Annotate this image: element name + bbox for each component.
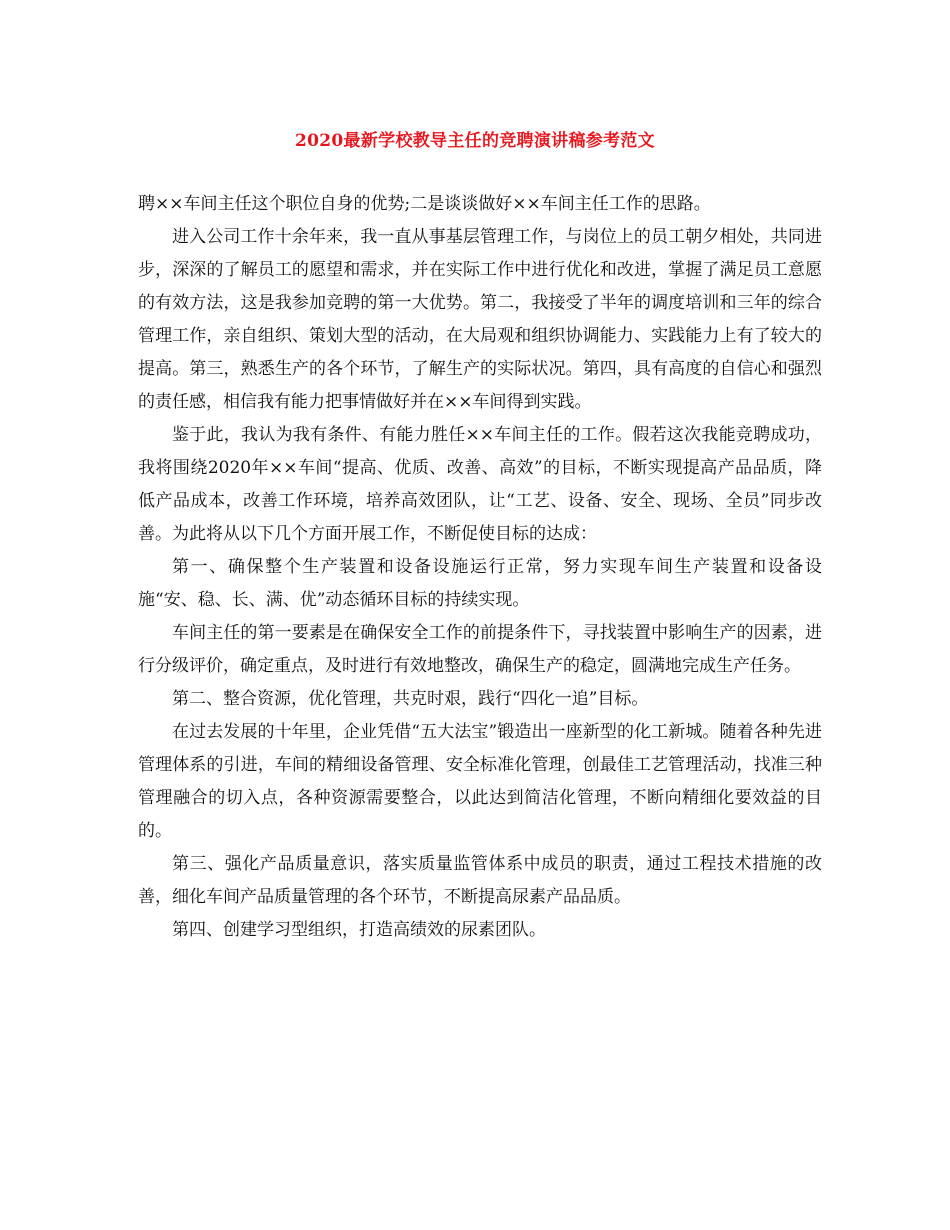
paragraph-safety: 车间主任的第一要素是在确保安全工作的前提条件下，寻找装置中影响生产的因素，进行分级评价，确定重点，及时进行有效地整改，确保生产的稳定，圆满地完成生产任务。	[138, 623, 822, 676]
document-title: 2020最新学校教导主任的竞聘演讲稿参考范文	[295, 131, 655, 151]
paragraph-point-two: 第二、整合资源，优化管理，共克时艰，践行“四化一追”目标。	[172, 689, 649, 709]
paragraph-goals: 鉴于此，我认为我有条件、有能力胜任××车间主任的工作。假若这次我能竞聘成功，我将围绕2020年××车间“提高、优质、改善、高效”的目标，不断实现提高产品品质，降低产品成本，改善工作环境，培养高效团队，让“工艺、设备、安全、现场、全员”同步改善。为此将从以下几个方面开展工作，不断促使目标的达成：	[138, 425, 822, 544]
paragraph-point-four: 第四、创建学习型组织，打造高绩效的尿素团队。	[172, 920, 546, 940]
paragraph-development: 在过去发展的十年里，企业凭借“五大法宝”锻造出一座新型的化工新城。随着各种先进管理体系的引进，车间的精细设备管理、安全标准化管理，创最佳工艺管理活动，找准三种管理融合的切入点，各种资源需要整合，以此达到简洁化管理，不断向精细化要效益的目的。	[138, 722, 822, 841]
paragraph-point-three: 第三、强化产品质量意识，落实质量监管体系中成员的职责，通过工程技术措施的改善，细化车间产品质量管理的各个环节，不断提高尿素产品品质。	[138, 854, 822, 907]
paragraph-point-one: 第一、确保整个生产装置和设备设施运行正常，努力实现车间生产装置和设备设施“安、稳、长、满、优”动态循环目标的持续实现。	[138, 557, 822, 610]
paragraph-advantages: 进入公司工作十余年来，我一直从事基层管理工作，与岗位上的员工朝夕相处，共同进步，深深的了解员工的愿望和需求，并在实际工作中进行优化和改进，掌握了满足员工意愿的有效方法，这是我参加竞聘的第一大优势。第二，我接受了半年的调度培训和三年的综合管理工作，亲自组织、策划大型的活动，在大局观和组织协调能力、实践能力上有了较大的提高。第三，熟悉生产的各个环节，了解生产的实际状况。第四，具有高度的自信心和强烈的责任感，相信我有能力把事情做好并在××车间得到实践。	[138, 227, 822, 412]
document-body	[138, 188, 822, 947]
paragraph-continuation: 聘××车间主任这个职位自身的优势;二是谈谈做好××车间主任工作的思路。	[138, 194, 711, 214]
